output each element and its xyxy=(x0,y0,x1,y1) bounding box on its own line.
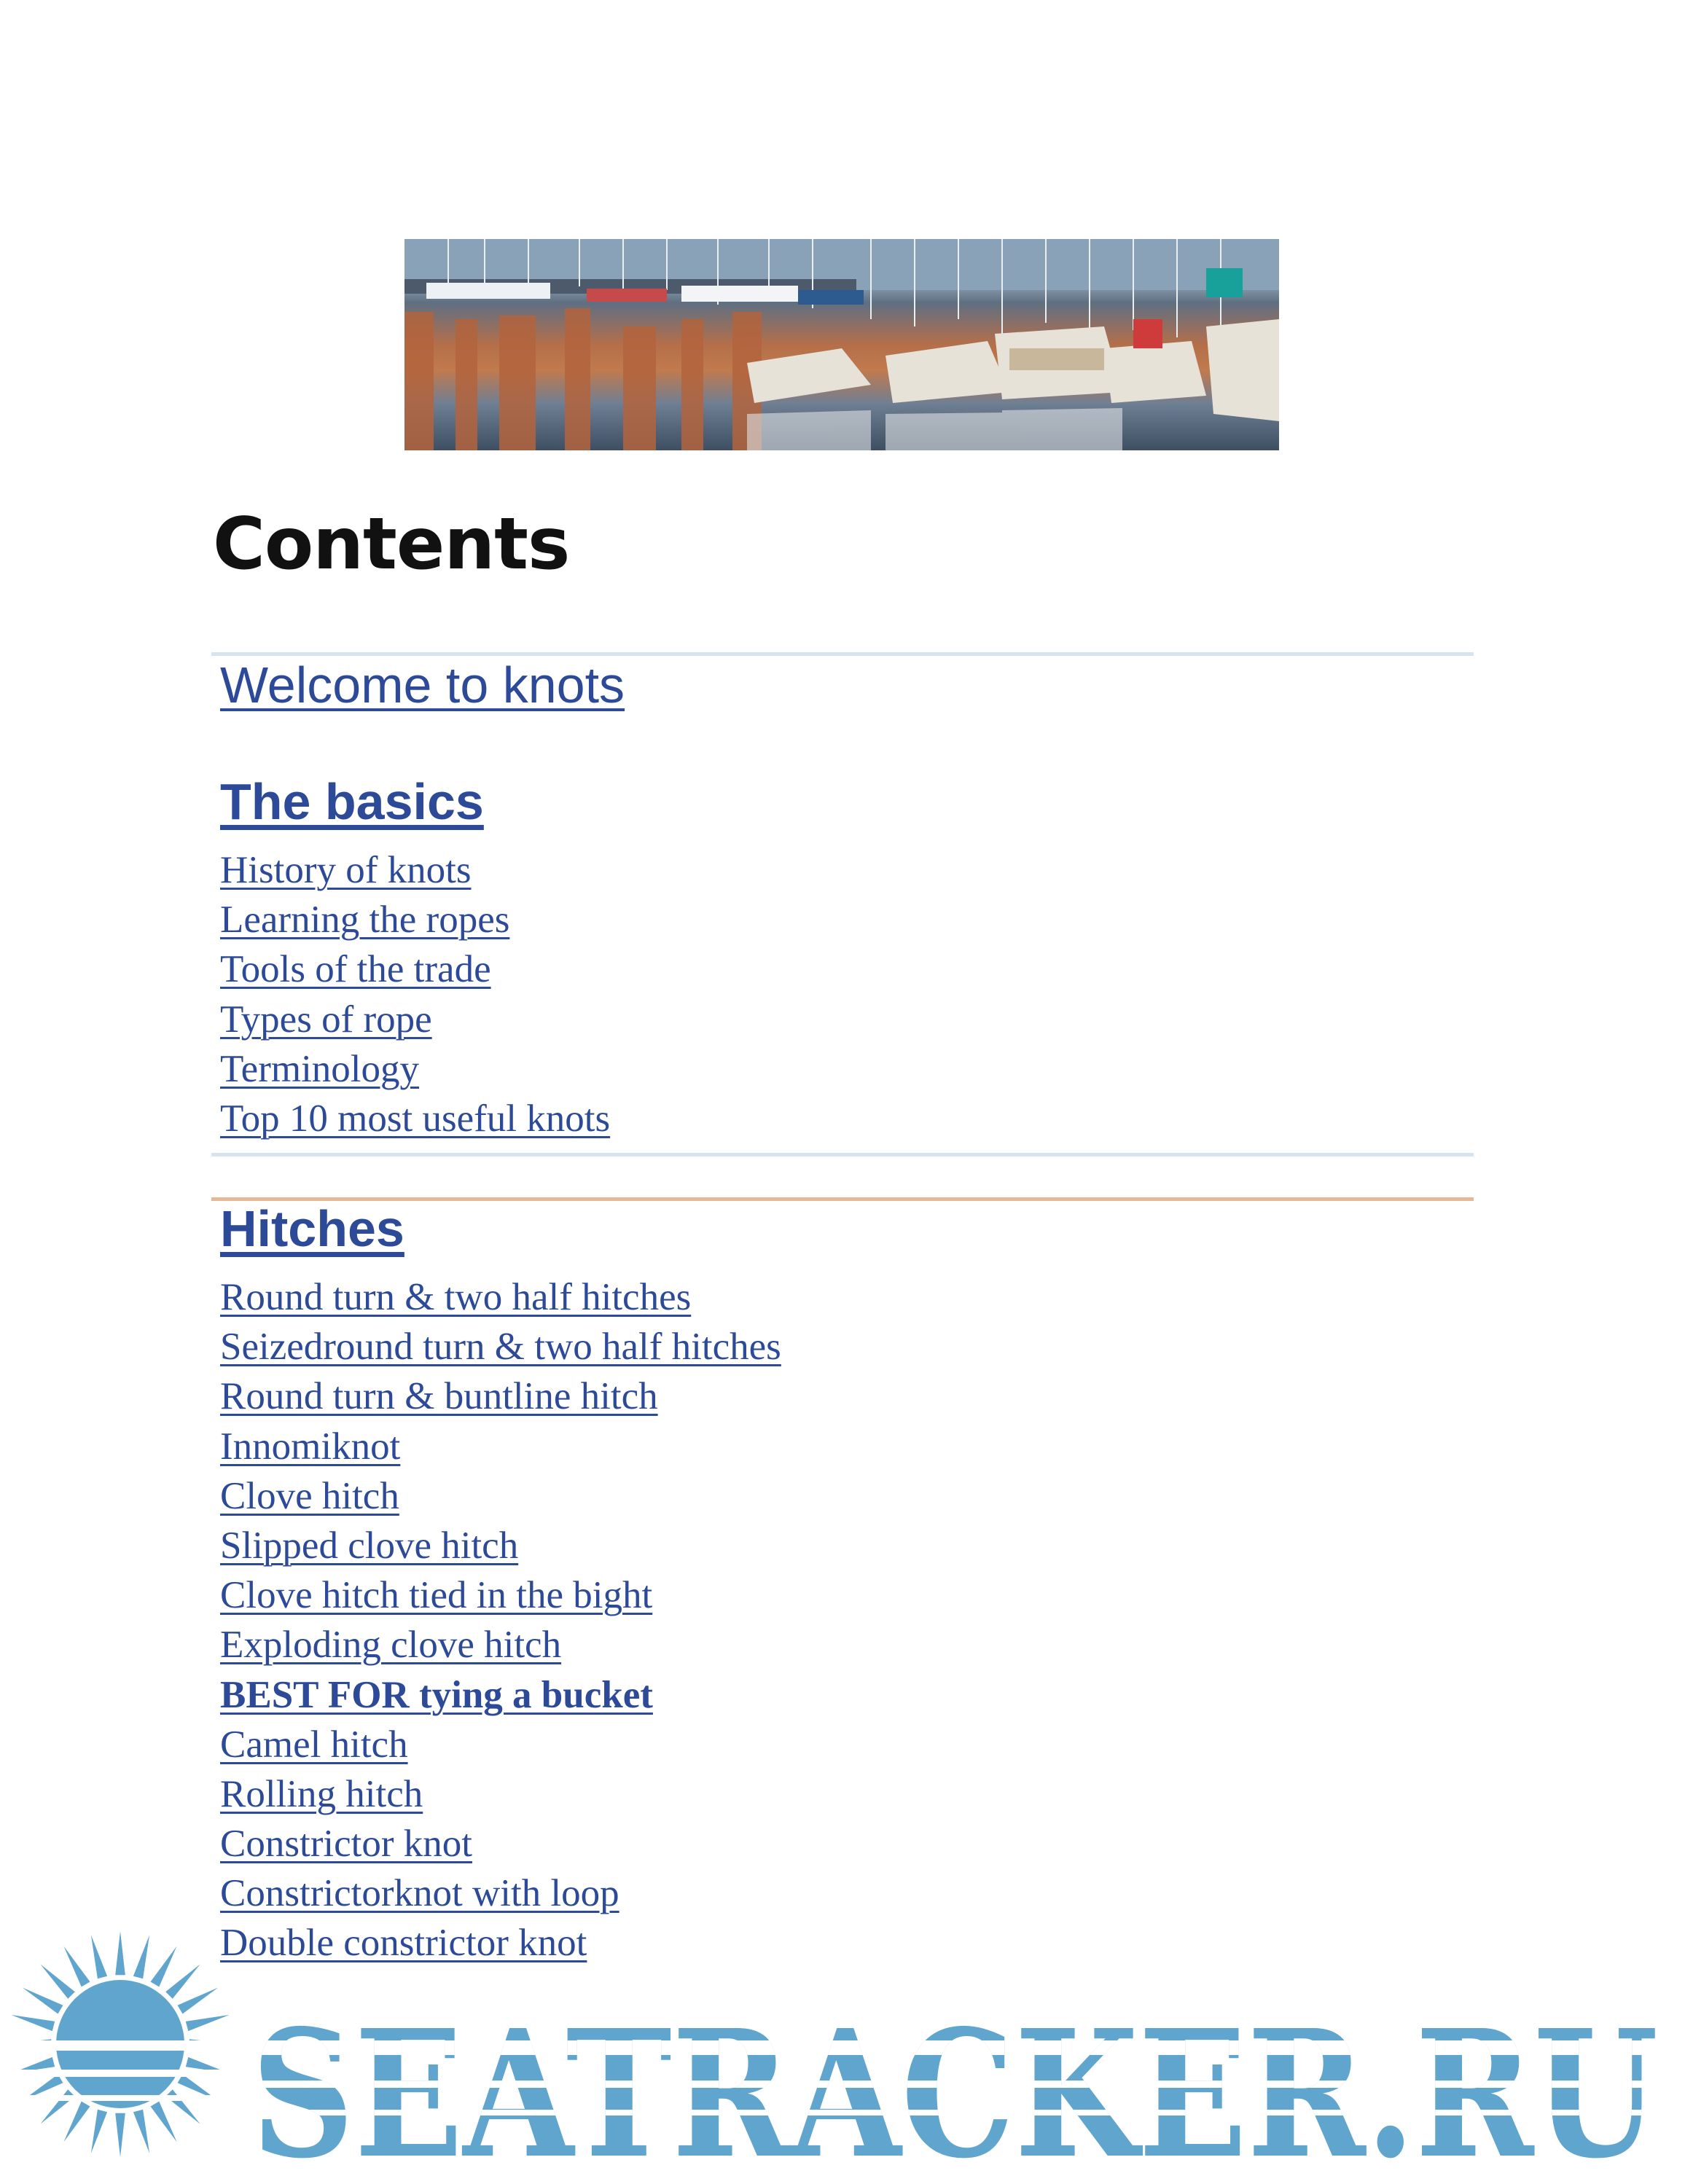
section-heading-link[interactable]: The basics xyxy=(220,773,484,830)
sun-ray xyxy=(115,1931,125,1975)
welcome-link[interactable]: Welcome to knots xyxy=(220,657,625,713)
list-item[interactable] xyxy=(220,1371,781,1421)
toc-link[interactable]: Double constrictor knot xyxy=(220,1922,587,1965)
list-item[interactable] xyxy=(220,1422,781,1471)
toc-link[interactable]: Exploding clove hitch xyxy=(220,1624,562,1667)
toc-link[interactable]: Innomiknot xyxy=(220,1425,401,1468)
sun-ray xyxy=(64,2102,90,2142)
list-item[interactable] xyxy=(220,1272,781,1322)
section-heading-link[interactable]: Hitches xyxy=(220,1200,404,1257)
list-item[interactable] xyxy=(220,1322,781,1371)
toc-link[interactable]: BEST FOR tying a bucket xyxy=(220,1673,653,1716)
toc-link[interactable]: Constrictorknot with loop xyxy=(220,1872,619,1915)
toc-link[interactable]: Top 10 most useful knots xyxy=(220,1097,611,1140)
toc-link[interactable]: Clove hitch tied in the bight xyxy=(220,1574,653,1617)
list-item[interactable] xyxy=(220,944,610,994)
sun-ray xyxy=(91,1935,107,1978)
sun-icon xyxy=(0,1931,248,2157)
sun-ray xyxy=(23,1988,63,2014)
list-item[interactable] xyxy=(220,1868,781,1918)
section-heading-basics[interactable] xyxy=(220,772,484,831)
list-item[interactable] xyxy=(220,1094,610,1143)
toc-link[interactable]: Clove hitch xyxy=(220,1474,399,1517)
list-item[interactable] xyxy=(220,1670,781,1720)
sun-ray xyxy=(178,1988,219,2014)
marina-banner-image xyxy=(404,239,1279,450)
watermark xyxy=(0,1931,1685,2180)
section-heading-hitches[interactable] xyxy=(220,1199,404,1258)
basics-list xyxy=(220,845,610,1143)
sun-ray xyxy=(165,1964,200,1998)
list-item[interactable] xyxy=(220,1819,781,1868)
sun-ray xyxy=(151,1946,177,1987)
list-item[interactable] xyxy=(220,1769,781,1819)
toc-link[interactable]: Seizedround turn & two half hitches xyxy=(220,1326,781,1369)
toc-link[interactable]: History of knots xyxy=(220,849,472,891)
sun-ray xyxy=(165,2089,200,2124)
toc-link[interactable]: Learning the ropes xyxy=(220,899,510,942)
sun-ray xyxy=(186,2015,230,2031)
toc-link[interactable]: Types of rope xyxy=(220,998,432,1041)
list-item[interactable] xyxy=(220,1521,781,1570)
toc-link[interactable]: Terminology xyxy=(220,1047,420,1090)
list-item[interactable] xyxy=(220,1620,781,1670)
toc-link[interactable]: Tools of the trade xyxy=(220,948,491,991)
sun-ray xyxy=(40,1964,74,1998)
sun-ray xyxy=(11,2015,55,2031)
list-item[interactable] xyxy=(220,1720,781,1769)
toc-link[interactable]: Slipped clove hitch xyxy=(220,1524,519,1567)
toc-link[interactable]: Round turn & two half hitches xyxy=(220,1276,692,1318)
list-item[interactable] xyxy=(220,1044,610,1094)
sun-ray xyxy=(64,1946,90,1987)
toc-link[interactable]: Camel hitch xyxy=(220,1723,408,1766)
sun-ray xyxy=(91,2110,107,2153)
list-item[interactable] xyxy=(220,845,610,895)
section-divider xyxy=(211,1153,1474,1156)
list-item[interactable] xyxy=(220,1570,781,1620)
sun-ray xyxy=(115,2113,125,2157)
page-title: Contents xyxy=(213,503,570,586)
toc-link[interactable]: Constrictor knot xyxy=(220,1823,472,1866)
list-item[interactable] xyxy=(220,895,610,944)
sun-ray xyxy=(151,2102,177,2142)
hitches-list xyxy=(220,1272,781,1968)
toc-link[interactable]: Round turn & buntline hitch xyxy=(220,1375,658,1418)
list-item[interactable] xyxy=(220,1471,781,1521)
sun-ray xyxy=(133,1935,149,1978)
sun-ray xyxy=(40,2089,74,2124)
list-item[interactable] xyxy=(220,995,610,1044)
toc-link[interactable]: Rolling hitch xyxy=(220,1772,423,1815)
sun-ray xyxy=(133,2110,149,2153)
